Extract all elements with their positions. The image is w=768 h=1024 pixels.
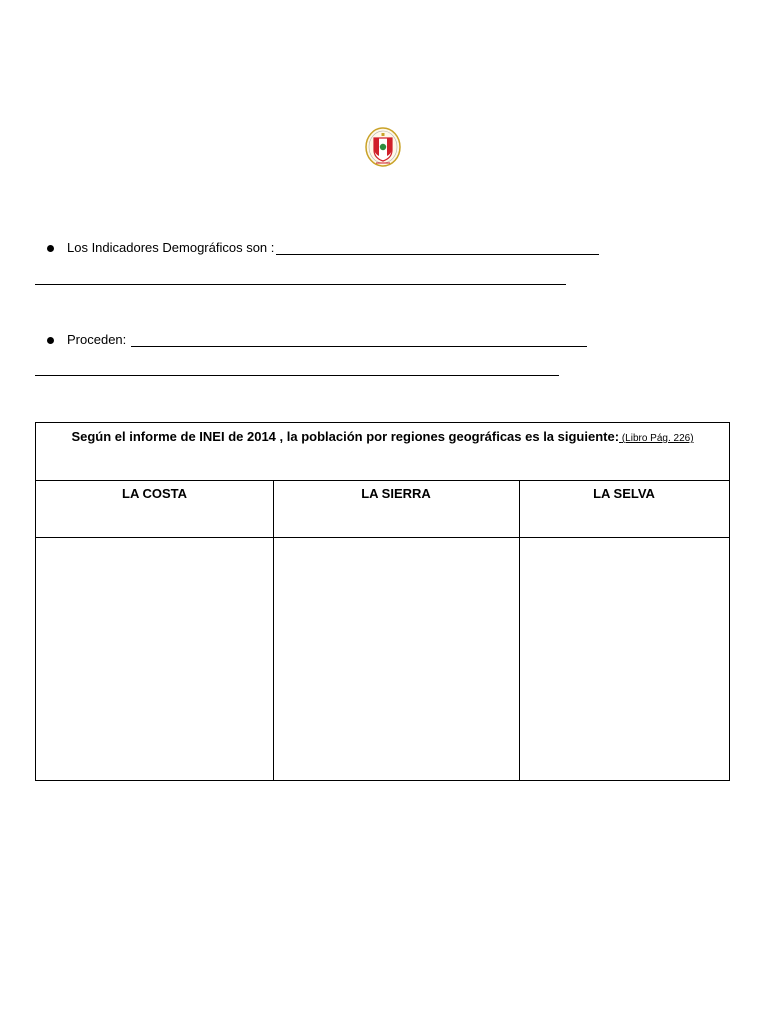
column-divider: [273, 481, 274, 780]
bullet-icon: [47, 337, 54, 344]
bullet-label: Los Indicadores Demográficos son :: [67, 240, 275, 255]
column-header-sierra: LA SIERRA: [273, 481, 519, 538]
column-header-selva: LA SELVA: [519, 481, 729, 538]
school-crest-logo: [364, 126, 402, 168]
answer-blank[interactable]: [131, 334, 587, 347]
answer-blank[interactable]: [276, 242, 599, 255]
bullet-label: Proceden:: [67, 332, 127, 347]
answer-cell-sierra[interactable]: [273, 538, 519, 780]
table-title: Según el informe de INEI de 2014 , la población por regiones geográficas es la siguiente:: [71, 429, 620, 444]
population-regions-table: [35, 422, 730, 781]
book-reference: (Libro Pág. 226): [621, 433, 694, 444]
column-header-costa: LA COSTA: [36, 481, 273, 538]
answer-cell-selva[interactable]: [519, 538, 729, 780]
bullet-item-indicadores: [47, 240, 599, 255]
bullet-item-proceden: [47, 332, 587, 347]
table-title-row: [36, 423, 729, 481]
answer-cell-costa[interactable]: [36, 538, 273, 780]
column-divider: [519, 481, 520, 780]
answer-continuation-line[interactable]: [35, 284, 566, 285]
answer-continuation-line[interactable]: [35, 375, 559, 376]
bullet-icon: [47, 245, 54, 252]
